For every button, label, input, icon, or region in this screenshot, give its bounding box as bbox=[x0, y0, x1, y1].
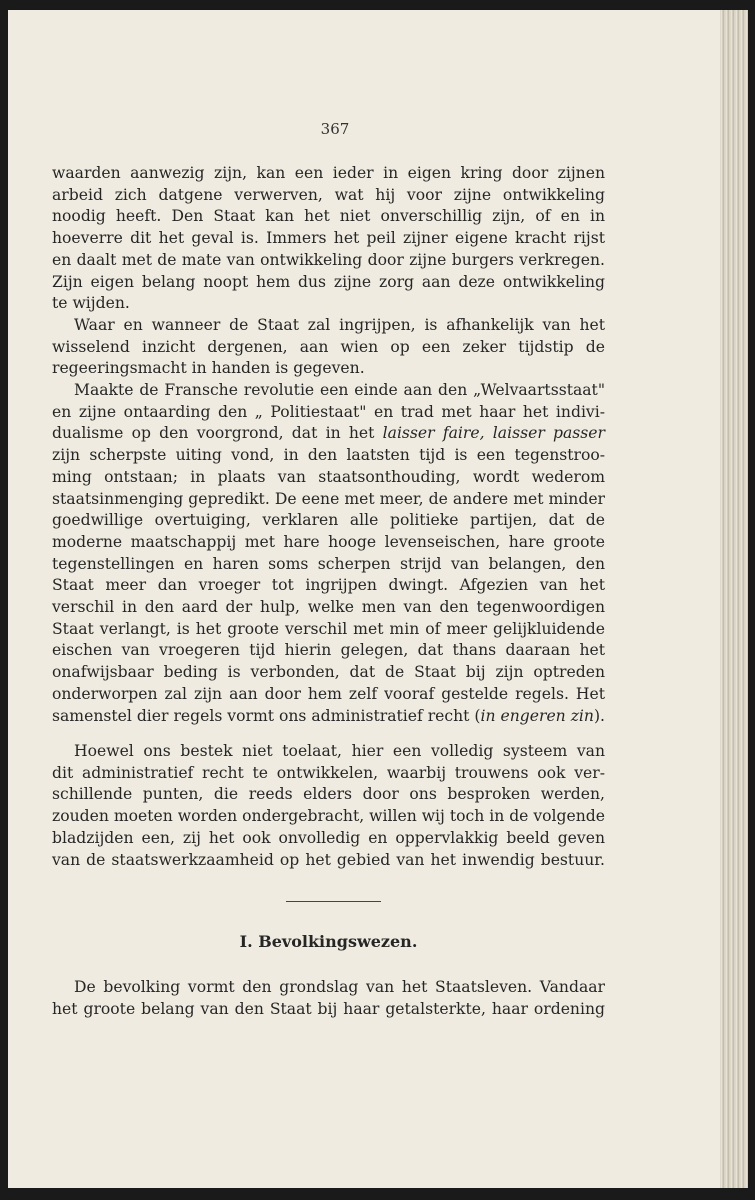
paragraph-2 bbox=[52, 315, 605, 380]
italic-phrase: in engeren zin bbox=[480, 706, 594, 725]
text-line: Hoewel ons bestek niet toelaat, hier een volledig systeem van bbox=[74, 742, 605, 760]
paragraph-1 bbox=[52, 163, 605, 315]
text-line: van de staatswerkzaamheid op het gebied van het inwendig bestuur. bbox=[52, 850, 605, 869]
text-line: moderne maatschappij met hare hooge levenseischen, hare groote bbox=[52, 532, 605, 551]
text-line: Waar en wanneer de Staat zal ingrijpen, is afhankelijk van het bbox=[74, 316, 605, 334]
text-line: dualisme op den voorgrond, dat in het laisser faire, laisser passer bbox=[52, 424, 605, 443]
text-line: Zijn eigen belang noopt hem dus zijne zorg aan deze ontwikkeling bbox=[52, 272, 605, 291]
text-line: dit administratief recht te ontwikkelen, waarbij trouwens ook ver- bbox=[52, 763, 605, 782]
paragraph-3 bbox=[52, 380, 605, 727]
paragraph-4 bbox=[52, 741, 605, 871]
text-line: staatsinmenging gepredikt. De eene met meer, de andere met minder bbox=[52, 489, 605, 508]
text-line: regeeringsmacht in handen is gegeven. bbox=[52, 359, 365, 378]
italic-phrase: laisser faire, laisser passer bbox=[382, 424, 605, 443]
text-line: schillende punten, die reeds elders door ons besproken werden, bbox=[52, 785, 605, 804]
text-line: zouden moeten worden ondergebracht, willen wij toch in de volgende bbox=[52, 807, 606, 826]
text-line: noodig heeft. Den Staat kan het niet onverschillig zijn, of en in bbox=[52, 207, 605, 226]
text-line: waarden aanwezig zijn, kan een ieder in eigen kring door zijnen bbox=[52, 164, 605, 182]
text-line: Staat verlangt, is het groote verschil met min of meer gelijkluidende bbox=[52, 619, 605, 638]
text-line: onderworpen zal zijn aan door hem zelf vooraf gestelde regels. Het bbox=[52, 684, 605, 703]
text-line: verschil in den aard der hulp, welke men van den tegenwoordigen bbox=[52, 598, 605, 617]
text-line: het groote belang van den Staat bij haar getalsterkte, haar ordening bbox=[52, 999, 605, 1018]
page-edges bbox=[720, 10, 748, 1188]
text-line: ming ontstaan; in plaats van staatsonthouding, wordt wederom bbox=[52, 467, 605, 486]
text-line: Staat meer dan vroeger tot ingrijpen dwingt. Afgezien van het bbox=[52, 576, 605, 595]
text-line: arbeid zich datgene verwerven, wat hij voor zijne ontwikkeling bbox=[52, 185, 605, 204]
text-line: en daalt met de mate van ontwikkeling door zijne burgers verkregen. bbox=[52, 250, 605, 269]
text-line: te wijden. bbox=[52, 294, 130, 313]
text-line: goedwillige overtuiging, verklaren alle politieke partijen, dat de bbox=[52, 511, 605, 530]
text-line: tegenstellingen en haren soms scherpen strijd van belangen, den bbox=[52, 554, 605, 573]
text-line: en zijne ontaarding den „ Politiestaat" en trad met haar het indivi- bbox=[52, 402, 605, 421]
page-number: 367 bbox=[320, 120, 350, 138]
text-line: bladzijden een, zij het ook onvolledig en oppervlakkig beeld geven bbox=[52, 828, 605, 847]
text-line: eischen van vroegeren tijd hierin gelegen, dat thans daaraan het bbox=[52, 641, 605, 660]
text-line: samenstel dier regels vormt ons administratief recht (in engeren zin). bbox=[52, 706, 605, 725]
text-line: wisselend inzicht dergenen, aan wien op een zeker tijdstip de bbox=[52, 337, 605, 356]
section-divider bbox=[286, 901, 381, 902]
paragraph-5 bbox=[52, 977, 605, 1020]
text-line: De bevolking vormt den grondslag van het Staatsleven. Vandaar bbox=[74, 978, 605, 996]
text-line: onafwijsbaar beding is verbonden, dat de Staat bij zijn optreden bbox=[52, 663, 605, 682]
text-line: Maakte de Fransche revolutie een einde aan den „Welvaartsstaat" bbox=[74, 381, 605, 399]
text-line: hoeverre dit het geval is. Immers het peil zijner eigene kracht rijst bbox=[52, 229, 605, 248]
text-line: zijn scherpste uiting vond, in den laatsten tijd is een tegenstroo- bbox=[52, 446, 605, 465]
section-heading: I. Bevolkingswezen. bbox=[239, 932, 418, 951]
